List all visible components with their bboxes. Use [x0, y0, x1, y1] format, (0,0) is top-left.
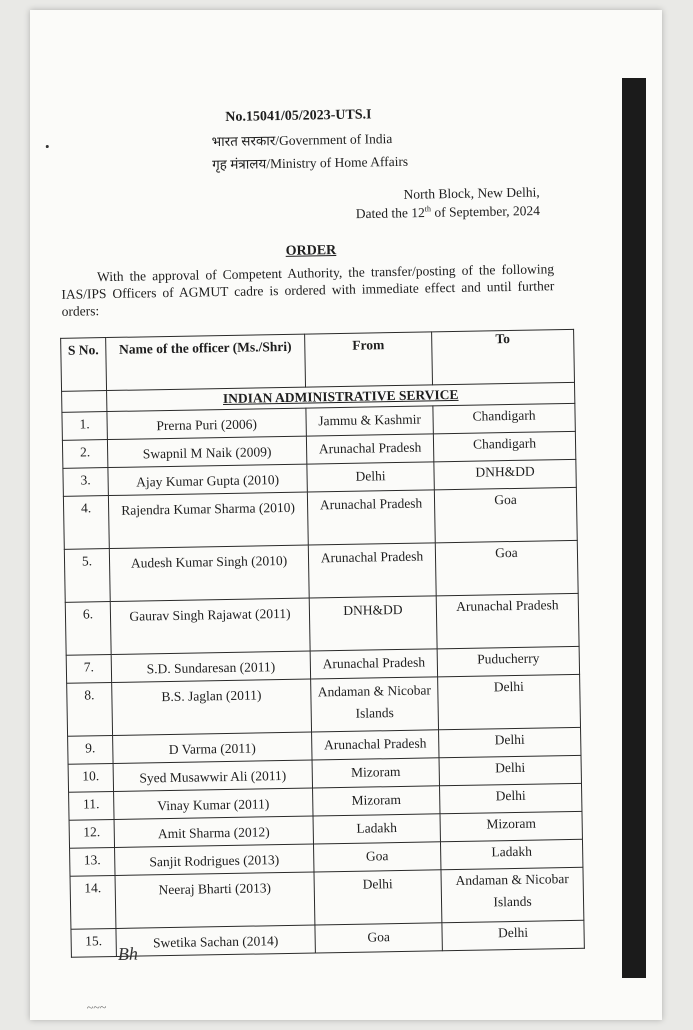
- row-sno: 2.: [62, 440, 107, 469]
- row-name: Neeraj Bharti (2013): [115, 872, 315, 928]
- scribble-mark: ~~~: [86, 1000, 107, 1015]
- row-name: Syed Musawwir Ali (2011): [113, 760, 312, 791]
- row-name: Amit Sharma (2012): [114, 816, 313, 847]
- row-sno: 7.: [66, 655, 111, 684]
- row-to: Goa: [435, 540, 578, 595]
- ministry-line: गृह मंत्रालय/Ministry of Home Affairs: [211, 153, 409, 173]
- row-to: Goa: [434, 487, 577, 542]
- place-line: North Block, New Delhi,: [403, 184, 540, 202]
- officers-table: [60, 329, 585, 958]
- row-from: Arunachal Pradesh: [306, 434, 433, 464]
- row-from: Mizoram: [312, 758, 439, 788]
- row-from: Jammu & Kashmir: [306, 406, 433, 436]
- row-from: Arunachal Pradesh: [307, 490, 435, 545]
- order-paragraph: With the approval of Competent Authority, the transfer/posting of the following IAS/IPS Officers of AGMUT cadre is ordered with immediate effect and until further orders:: [61, 261, 555, 319]
- date-superscript: th: [424, 204, 432, 214]
- row-from: Delhi: [314, 870, 442, 925]
- table-row: [70, 867, 584, 929]
- row-from: Andaman & Nicobar Islands: [311, 677, 439, 732]
- table-row: [64, 540, 578, 602]
- row-name: Audesh Kumar Singh (2010): [109, 545, 309, 601]
- row-to: Delhi: [442, 920, 584, 950]
- row-from: Delhi: [307, 462, 434, 492]
- row-sno: 11.: [69, 791, 114, 820]
- row-from: Arunachal Pradesh: [312, 730, 439, 760]
- row-to: Delhi: [439, 755, 581, 785]
- table-row: [63, 487, 577, 549]
- row-to: Puducherry: [437, 646, 579, 676]
- date-line: [356, 202, 540, 222]
- row-sno: 10.: [68, 764, 113, 793]
- row-to: Delhi: [440, 783, 582, 813]
- row-sno: 13.: [70, 847, 115, 876]
- header-name: Name of the officer (Ms./Shri): [106, 334, 306, 390]
- row-from: Goa: [313, 842, 440, 872]
- row-name: Gaurav Singh Rajawat (2011): [110, 598, 310, 654]
- table-row: [67, 674, 581, 736]
- section-spacer: [62, 391, 107, 413]
- government-line: भारत सरकार/Government of India: [211, 131, 393, 150]
- row-to: Delhi: [439, 727, 581, 757]
- row-from: Goa: [315, 923, 442, 953]
- row-to: Chandigarh: [433, 431, 575, 461]
- row-name: B.S. Jaglan (2011): [112, 679, 312, 735]
- date-suffix: of September, 2024: [430, 202, 541, 220]
- row-sno: 9.: [68, 736, 113, 765]
- row-name: D Varma (2011): [113, 732, 312, 763]
- row-name: S.D. Sundaresan (2011): [111, 651, 310, 682]
- row-sno: 3.: [63, 468, 108, 497]
- ink-dot: [46, 145, 49, 148]
- row-from: Arunachal Pradesh: [308, 543, 436, 598]
- row-from: Mizoram: [313, 786, 440, 816]
- header-from: From: [305, 332, 433, 387]
- row-sno: 8.: [67, 683, 113, 737]
- row-sno: 12.: [69, 819, 114, 848]
- row-sno: 6.: [65, 602, 111, 656]
- table-body: [62, 382, 585, 957]
- order-title: ORDER: [285, 243, 337, 259]
- row-from: Ladakh: [313, 814, 440, 844]
- table-row: [65, 593, 579, 655]
- header-to: To: [432, 329, 575, 384]
- row-name: Rajendra Kumar Sharma (2010): [108, 492, 308, 548]
- row-sno: 14.: [70, 875, 116, 929]
- row-to: Mizoram: [440, 811, 582, 841]
- header-sno: S No.: [61, 338, 107, 392]
- reference-number: No.15041/05/2023-UTS.I: [225, 107, 372, 125]
- row-from: DNH&DD: [309, 596, 437, 651]
- row-to: Ladakh: [440, 839, 582, 869]
- row-to: Arunachal Pradesh: [436, 593, 579, 648]
- row-to: Andaman & Nicobar Islands: [441, 867, 584, 922]
- table-header-row: [61, 329, 575, 391]
- row-to: Delhi: [438, 674, 581, 729]
- row-from: Arunachal Pradesh: [310, 649, 437, 679]
- row-name: Swapnil M Naik (2009): [107, 436, 306, 467]
- row-name: Ajay Kumar Gupta (2010): [108, 464, 307, 495]
- row-sno: 1.: [62, 412, 107, 441]
- section-title: INDIAN ADMINISTRATIVE SERVICE: [107, 382, 575, 411]
- row-name: Vinay Kumar (2011): [114, 788, 313, 819]
- date-prefix: Dated the 12: [355, 204, 425, 222]
- row-name: Prerna Puri (2006): [107, 408, 306, 439]
- initials-signature: Bh: [117, 943, 139, 964]
- row-sno: 5.: [64, 549, 110, 603]
- row-name: Sanjit Rodrigues (2013): [115, 844, 314, 875]
- row-to: Chandigarh: [433, 403, 575, 433]
- row-sno: 15.: [71, 928, 116, 957]
- row-name: Swetika Sachan (2014): [116, 925, 315, 956]
- row-sno: 4.: [63, 496, 109, 550]
- row-to: DNH&DD: [434, 459, 576, 489]
